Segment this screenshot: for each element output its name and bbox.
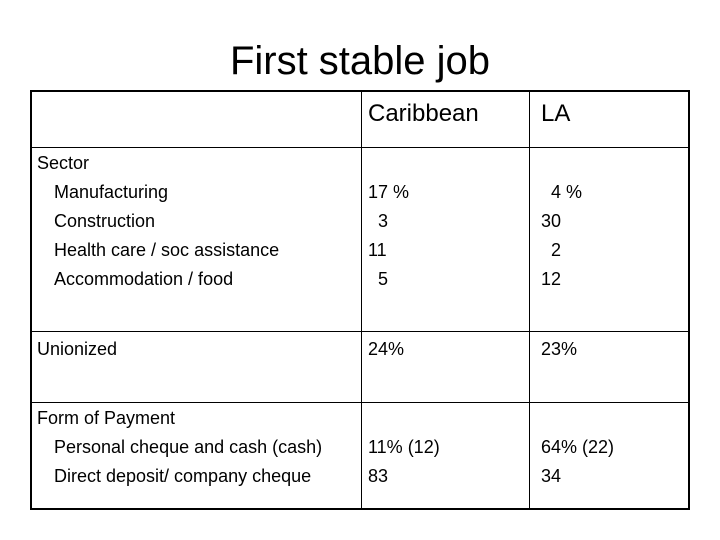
- sector-caribbean-value: 3: [378, 211, 389, 231]
- sector-la-value: 2: [551, 240, 562, 260]
- payment-heading: Form of Payment: [37, 408, 176, 428]
- header-caribbean: Caribbean: [368, 100, 479, 127]
- column-divider: [529, 92, 530, 508]
- row-divider: [32, 402, 688, 403]
- sector-caribbean-value: 5: [378, 269, 389, 289]
- column-divider: [361, 92, 362, 508]
- payment-label: Personal cheque and cash (cash): [54, 437, 323, 457]
- unionized-la-value: 23%: [541, 339, 578, 359]
- payment-caribbean-value: 83: [368, 466, 389, 486]
- payment-la-value: 64% (22): [541, 437, 615, 457]
- sector-caribbean-value: 11: [368, 240, 387, 260]
- sector-label: Construction: [54, 211, 156, 231]
- sector-label: Health care / soc assistance: [54, 240, 280, 260]
- unionized-caribbean-value: 24%: [368, 339, 405, 359]
- sector-label: Accommodation / food: [54, 269, 234, 289]
- payment-label: Direct deposit/ company cheque: [54, 466, 312, 486]
- unionized-label: Unionized: [37, 339, 118, 359]
- payment-caribbean-value: 11% (12): [368, 437, 440, 457]
- slide-title: First stable job: [229, 39, 491, 83]
- header-la: LA: [541, 100, 571, 127]
- sector-la-value: 4 %: [551, 182, 583, 202]
- data-table: [30, 90, 690, 510]
- row-divider: [32, 331, 688, 332]
- payment-la-value: 34: [541, 466, 562, 486]
- sector-la-value: 30: [541, 211, 562, 231]
- row-divider: [32, 147, 688, 148]
- sector-label: Manufacturing: [54, 182, 169, 202]
- sector-la-value: 12: [541, 269, 562, 289]
- sector-caribbean-value: 17 %: [368, 182, 410, 202]
- sector-heading: Sector: [37, 153, 90, 173]
